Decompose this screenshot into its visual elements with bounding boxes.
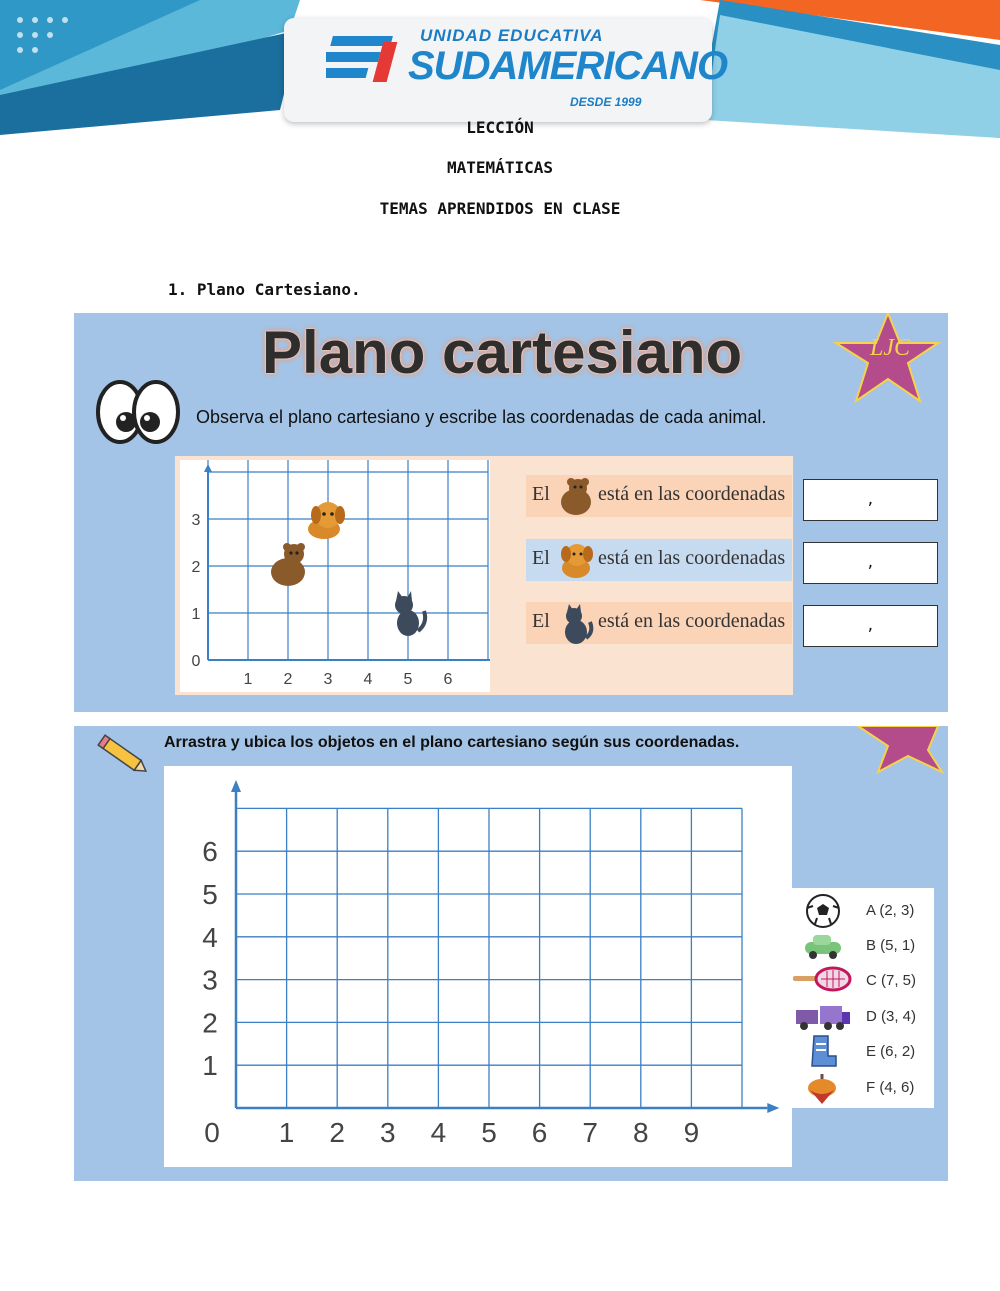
row-suffix: está en las coordenadas	[598, 610, 786, 632]
bear-icon	[554, 478, 596, 516]
coordinate-grid-2[interactable]	[164, 766, 792, 1167]
answer-input-cat[interactable]: ,	[803, 605, 938, 647]
legend-item-e: E (6, 2)	[866, 1043, 916, 1060]
legend-item-a: A (2, 3)	[866, 902, 915, 919]
y-tick-label: 1	[202, 1050, 218, 1082]
x-tick-label: 9	[683, 1117, 700, 1148]
soccer-ball-icon[interactable]	[803, 894, 843, 928]
row-prefix: El	[532, 483, 550, 505]
instruction-1: Observa el plano cartesiano y escribe las coordenadas de cada animal.	[196, 407, 767, 427]
point-dog	[308, 502, 345, 539]
badge-text: LJC	[869, 335, 911, 361]
boot-icon[interactable]	[808, 1034, 838, 1070]
x-tick-label: 3	[380, 1117, 396, 1148]
star-badge-icon	[828, 313, 948, 403]
x-tick-label: 7	[582, 1117, 598, 1148]
logo-emblem	[326, 32, 406, 98]
instruction-2: Arrastra y ubica los objetos en el plano cartesiano según sus coordenadas.	[164, 734, 740, 751]
dog-eye	[330, 512, 334, 516]
y-tick-label: 0	[191, 653, 201, 670]
dog-ear	[311, 506, 321, 524]
x-tick-label: 4	[430, 1117, 447, 1148]
bear-ear	[283, 543, 291, 551]
y-tick-label: 2	[191, 559, 201, 576]
bear-body	[271, 558, 305, 586]
y-axis-arrow	[231, 780, 241, 792]
legend-item-c: C (7, 5)	[866, 972, 917, 989]
racket-icon[interactable]	[791, 965, 853, 993]
eyes-icon	[96, 378, 182, 444]
bear-ear	[297, 543, 305, 551]
logo-top-text: UNIDAD EDUCATIVA	[420, 26, 604, 45]
doc-heading-subject: MATEMÁTICAS	[447, 158, 553, 177]
bear-eye	[295, 551, 298, 554]
x-tick-label: 6	[531, 1117, 548, 1148]
coordinate-grid-1	[180, 460, 490, 692]
dog-icon	[556, 542, 598, 580]
dog-ear	[335, 506, 345, 524]
row-prefix: El	[532, 547, 550, 569]
x-tick-label: 2	[283, 671, 293, 688]
x-tick-label: 5	[403, 671, 413, 688]
y-tick-label: 3	[202, 964, 218, 996]
x-tick-label: 1	[243, 671, 253, 688]
x-tick-label: 3	[323, 671, 333, 688]
y-axis-arrow	[204, 464, 212, 472]
logo-since-text: DESDE 1999	[570, 95, 642, 109]
dog-eye	[322, 512, 326, 516]
cat-tail	[418, 611, 425, 631]
star-badge-2-icon	[838, 726, 948, 774]
doc-heading-leccion: LECCIÓN	[466, 118, 534, 137]
y-tick-label: 2	[202, 1007, 218, 1039]
x-tick-label: 8	[633, 1117, 649, 1148]
legend-item-b: B (5, 1)	[866, 937, 916, 954]
spinning-top-icon[interactable]	[806, 1072, 838, 1106]
legend-item-d: D (3, 4)	[866, 1008, 917, 1025]
car-icon[interactable]	[801, 932, 845, 962]
x-tick-label: 0	[204, 1117, 220, 1148]
pencil-icon	[96, 734, 152, 780]
logo-main-text: SUDAMERICANO	[408, 44, 728, 88]
row-suffix: está en las coordenadas	[598, 483, 786, 505]
x-tick-label: 6	[443, 671, 453, 688]
legend-item-f: F (4, 6)	[866, 1079, 915, 1096]
cat-body	[397, 610, 419, 636]
y-tick-label: 5	[202, 879, 218, 910]
train-icon[interactable]	[794, 1002, 852, 1032]
cat-icon	[556, 602, 598, 646]
panel-title: Plano cartesiano	[262, 319, 743, 386]
row-suffix: está en las coordenadas	[598, 547, 786, 569]
x-tick-label: 4	[363, 671, 373, 688]
answer-row-dog	[526, 539, 792, 581]
x-tick-label: 2	[329, 1117, 345, 1148]
answer-row-bear	[526, 475, 792, 517]
doc-heading-topics: TEMAS APRENDIDOS EN CLASE	[379, 199, 621, 218]
y-tick-label: 4	[202, 921, 218, 953]
y-tick-label: 1	[191, 606, 201, 623]
x-tick-label: 5	[481, 1117, 497, 1148]
answer-input-dog[interactable]: ,	[803, 542, 938, 584]
answer-row-cat	[526, 602, 792, 644]
x-tick-label: 1	[278, 1117, 295, 1148]
row-prefix: El	[532, 610, 550, 632]
section-title: 1. Plano Cartesiano.	[168, 280, 361, 299]
y-tick-label: 3	[191, 512, 201, 529]
x-axis-arrow	[767, 1103, 779, 1113]
answer-input-bear[interactable]: ,	[803, 479, 938, 521]
point-bear	[271, 543, 305, 586]
bear-eye	[289, 551, 292, 554]
y-tick-label: 6	[202, 836, 218, 868]
